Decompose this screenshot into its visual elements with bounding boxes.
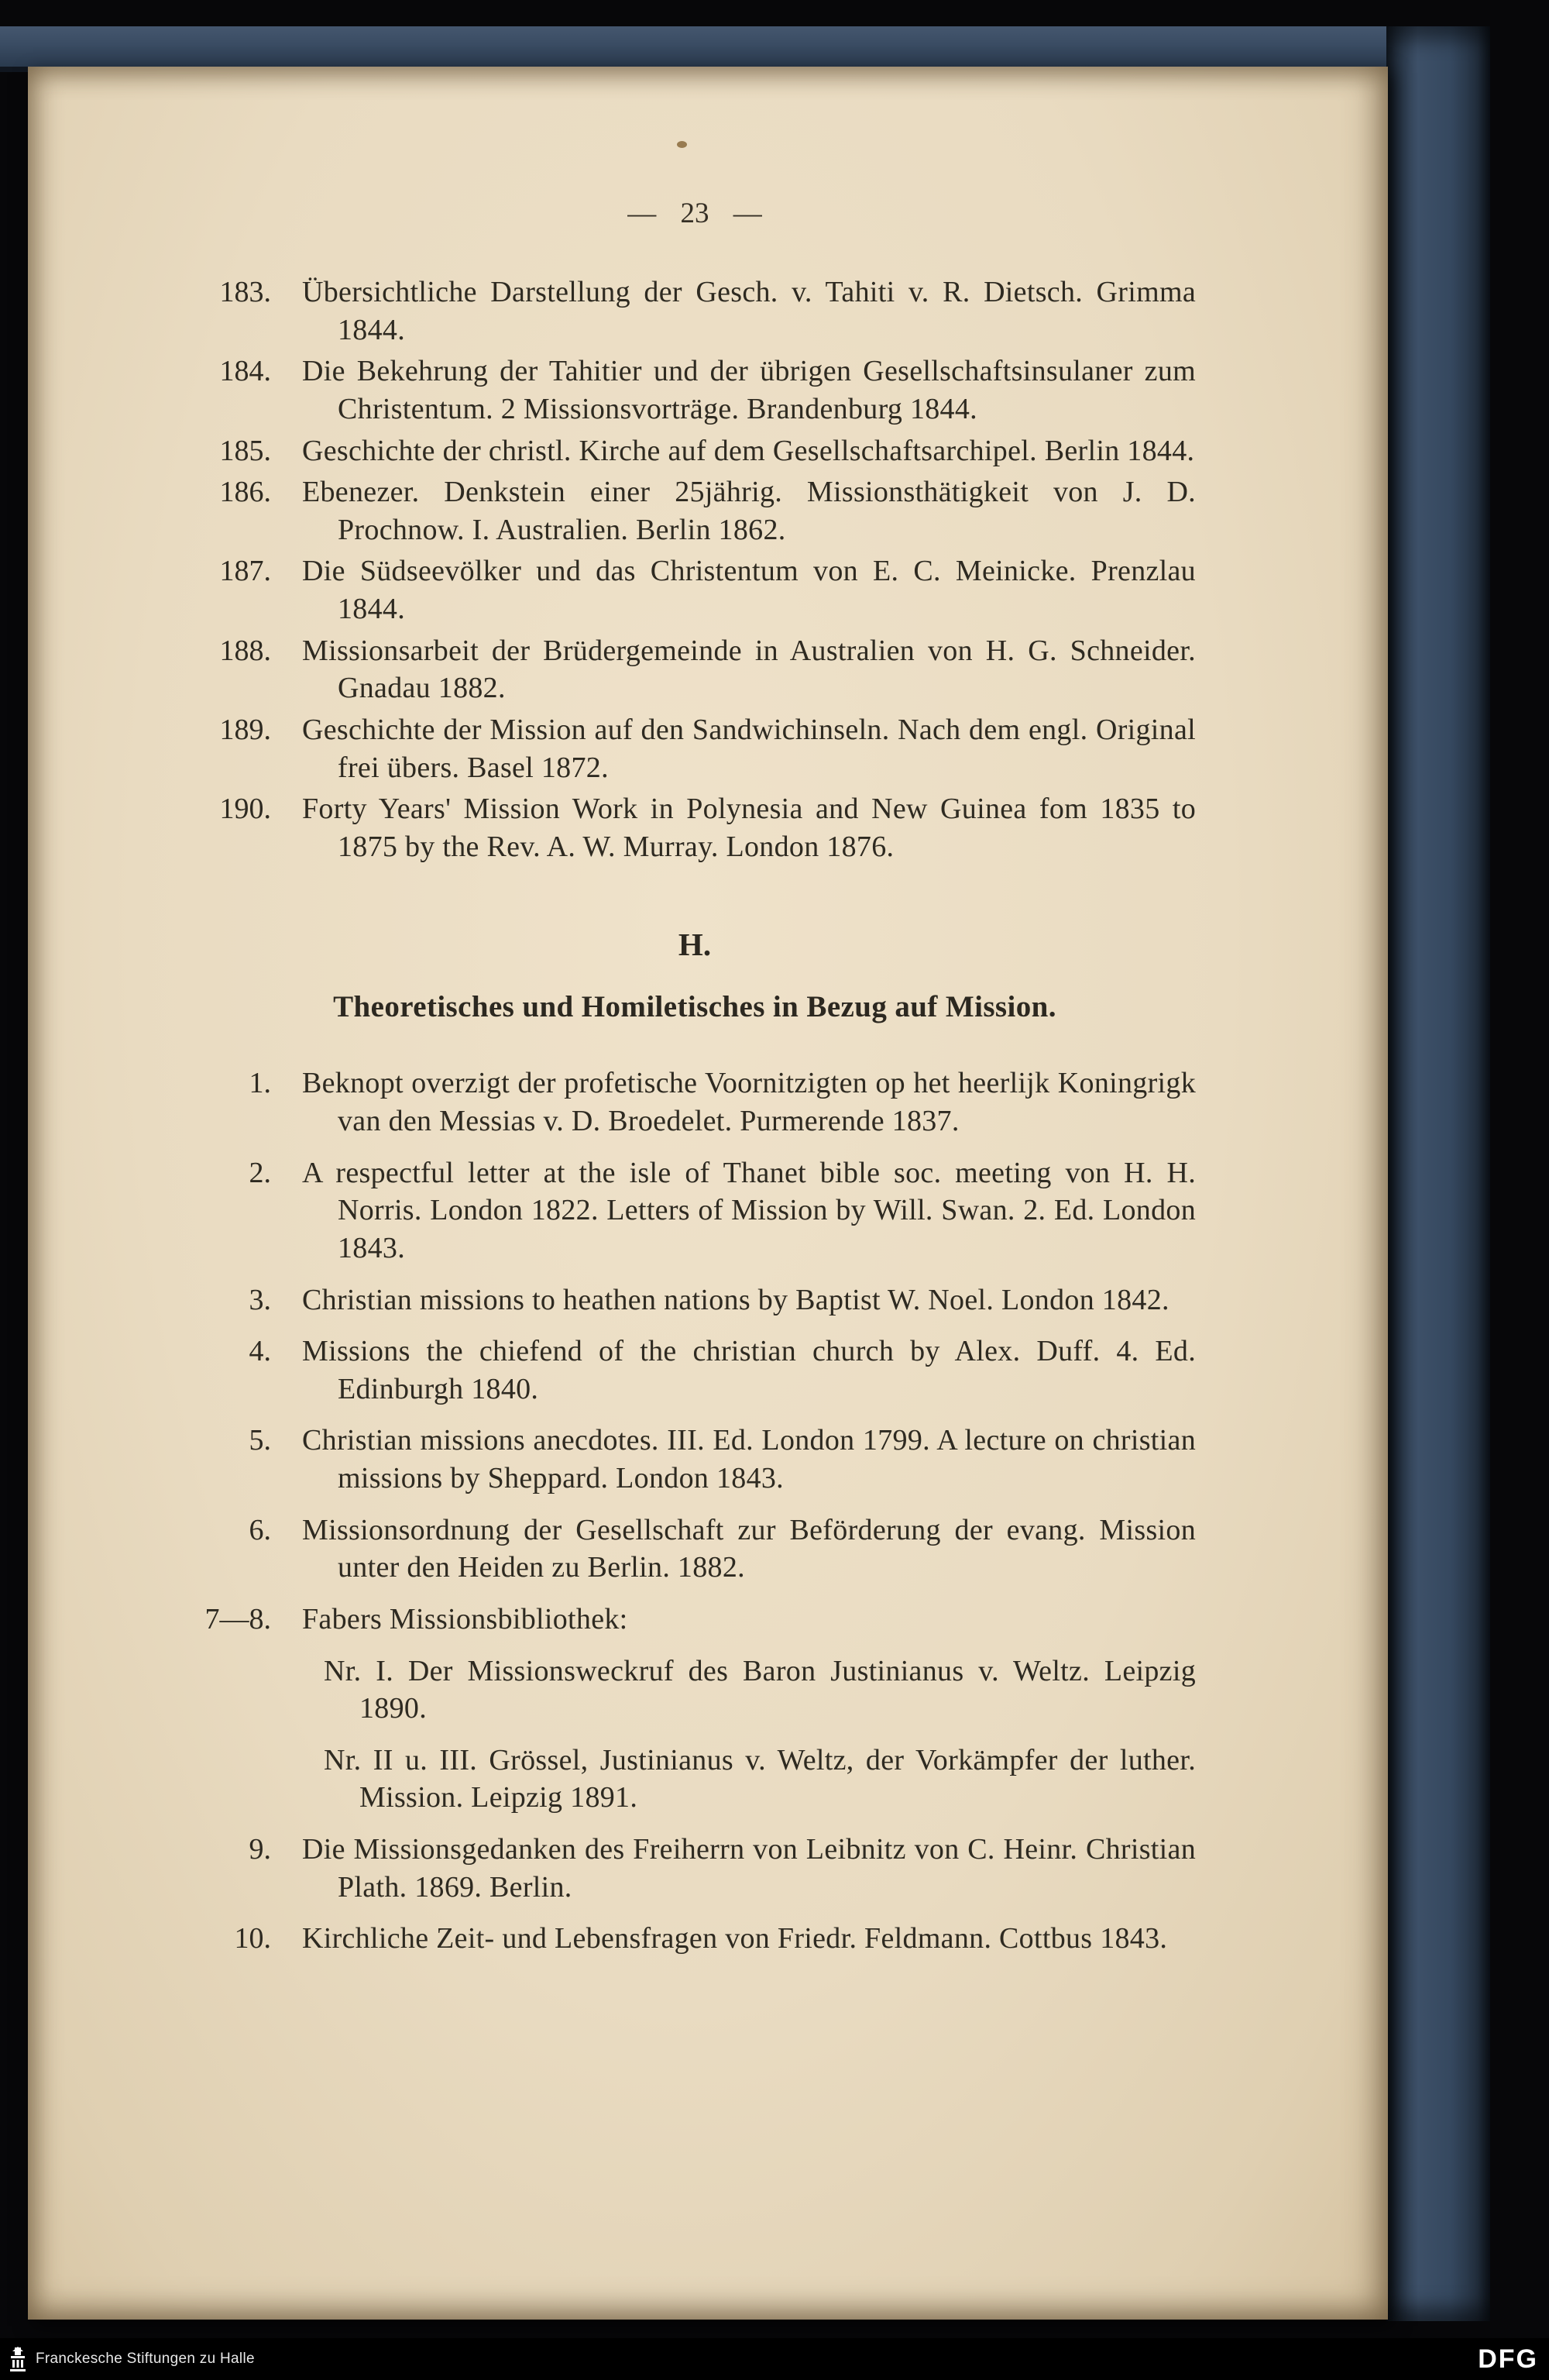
viewer-footer: [0, 2338, 1549, 2380]
entry-text: Kirchliche Zeit- und Lebensfragen von Friedr. Feldmann. Cottbus 1843.: [302, 1922, 1168, 1955]
book-page: [28, 67, 1388, 2320]
bibliography-entry: [194, 1512, 1196, 1587]
bibliography-entry: [194, 1064, 1196, 1140]
entry-number: 185.: [219, 434, 271, 467]
entry-number: 188.: [219, 634, 271, 667]
entry-number: [194, 1742, 271, 1817]
entry-number: 10.: [234, 1922, 271, 1955]
bibliography-entry: [194, 1920, 1196, 1958]
bibliography-entry: [194, 632, 1196, 707]
book-cover-top-edge: [0, 26, 1490, 72]
bibliography-list-main: [194, 273, 1196, 865]
entry-number: 190.: [219, 793, 271, 826]
entry-text: Ebenezer. Denkstein einer 25jährig. Missionsthätigkeit von J. D. Prochnow. I. Australien. Berlin 1862.: [302, 476, 1196, 546]
bibliography-entry: [194, 273, 1196, 349]
section-letter: H.: [678, 927, 712, 963]
bibliography-entry: [194, 1601, 1196, 1639]
page-content: [28, 67, 1388, 1958]
entry-number: 1.: [249, 1067, 271, 1100]
entry-text: Christian missions to heathen nations by Baptist W. Noel. London 1842.: [302, 1283, 1169, 1316]
entry-text: Geschichte der Mission auf den Sandwichinseln. Nach dem engl. Original frei übers. Basel 1872.: [302, 713, 1196, 784]
bibliography-entry: [194, 1333, 1196, 1408]
entry-number: 189.: [219, 713, 271, 746]
bibliography-entry: [194, 1154, 1196, 1267]
paper-speck: [677, 141, 687, 148]
entry-text: Übersichtliche Darstellung der Gesch. v. Tahiti v. R. Dietsch. Grimma 1844.: [302, 276, 1196, 346]
entry-text: Missionsarbeit der Brüdergemeinde in Australien von H. G. Schneider. Gnadau 1882.: [302, 634, 1196, 705]
footer-institution: [8, 2347, 255, 2371]
footer-institution-label: Franckesche Stiftungen zu Halle: [36, 2351, 255, 2367]
entry-number: 183.: [219, 276, 271, 308]
entry-number: 9.: [249, 1833, 271, 1866]
entry-text: Die Missionsgedanken des Freiherrn von Leibnitz von C. Heinr. Christian Plath. 1869. Berlin.: [302, 1833, 1196, 1904]
page-number: — 23 —: [627, 198, 762, 229]
entry-text: A respectful letter at the isle of Thanet bible soc. meeting von H. H. Norris. London 1822. Letters of Mission by Will. Swan. 2. Ed. London 1843.: [302, 1156, 1196, 1264]
entry-text: Geschichte der christl. Kirche auf dem Gesellschaftsarchipel. Berlin 1844.: [302, 434, 1195, 467]
bibliography-entry: [194, 711, 1196, 786]
entry-text: Nr. II u. III. Grössel, Justinianus v. Weltz, der Vorkämpfer der luther. Mission. Leipzig 1891.: [324, 1743, 1196, 1814]
bibliography-entry: [194, 473, 1196, 549]
bibliography-entry: [194, 1742, 1196, 1817]
entry-number: 2.: [249, 1156, 271, 1189]
bibliography-entry: [194, 1831, 1196, 1906]
bibliography-entry: [194, 353, 1196, 428]
entry-number: 6.: [249, 1513, 271, 1546]
bibliography-list-section: [194, 1064, 1196, 1958]
dfg-logo: DFG: [1478, 2344, 1538, 2374]
entry-text: Fabers Missionsbibliothek:: [302, 1602, 628, 1635]
bibliography-entry: [194, 1422, 1196, 1497]
book-cover-right-edge: [1386, 26, 1490, 2321]
entry-text: Missions the chiefend of the christian church by Alex. Duff. 4. Ed. Edinburgh 1840.: [302, 1335, 1196, 1405]
entry-text: Christian missions anecdotes. III. Ed. London 1799. A lecture on christian missions by Sheppard. London 1843.: [302, 1424, 1196, 1494]
bibliography-entry: [194, 1653, 1196, 1728]
entry-text: Die Bekehrung der Tahitier und der übrigen Gesellschaftsinsulaner zum Christentum. 2 Missionsvorträge. Brandenburg 1844.: [302, 355, 1196, 425]
entry-text: Beknopt overzigt der profetische Voornitzigten op het heerlijk Koningrigk van den Messias v. D. Broedelet. Purmerende 1837.: [302, 1067, 1196, 1137]
section-title: Theoretisches und Homiletisches in Bezug auf Mission.: [333, 990, 1056, 1024]
entry-number: 186.: [219, 476, 271, 509]
entry-number: 5.: [249, 1424, 271, 1457]
entry-number: 187.: [219, 555, 271, 588]
franckesche-stiftungen-logo-icon: [8, 2347, 28, 2371]
entry-text: Nr. I. Der Missionsweckruf des Baron Justinianus v. Weltz. Leipzig 1890.: [324, 1654, 1196, 1725]
bibliography-entry: [194, 552, 1196, 628]
entry-text: Missionsordnung der Gesellschaft zur Beförderung der evang. Mission unter den Heiden zu Berlin. 1882.: [302, 1513, 1196, 1584]
entry-number: 7—8.: [204, 1602, 271, 1635]
entry-number: 4.: [249, 1335, 271, 1368]
bibliography-entry: [194, 1281, 1196, 1319]
entry-text: Forty Years' Mission Work in Polynesia and New Guinea fom 1835 to 1875 by the Rev. A. W. Murray. London 1876.: [302, 793, 1196, 863]
bibliography-entry: [194, 432, 1196, 470]
entry-text: Die Südseevölker und das Christentum von E. C. Meinicke. Prenzlau 1844.: [302, 555, 1196, 625]
bibliography-entry: [194, 790, 1196, 865]
entry-number: [194, 1653, 271, 1728]
entry-number: 3.: [249, 1283, 271, 1316]
entry-number: 184.: [219, 355, 271, 388]
